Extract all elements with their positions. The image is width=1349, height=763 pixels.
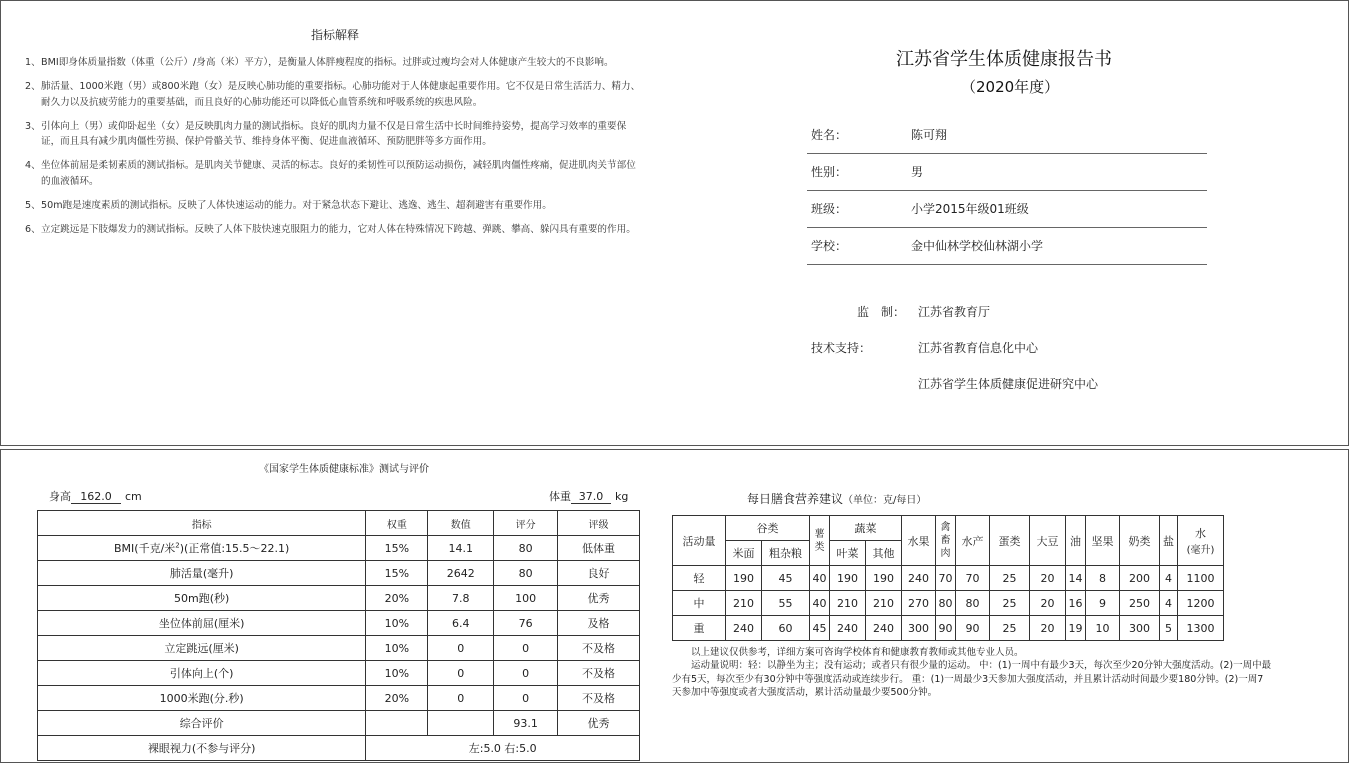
header-veg: 蔬菜 (830, 516, 902, 541)
tech-support-value-1: 江苏省教育信息化中心 (918, 341, 1039, 355)
row-grade: 及格 (558, 611, 640, 636)
row-grade: 不及格 (558, 686, 640, 711)
test-title: 《国家学生体质健康标准》测试与评价 (259, 464, 429, 475)
activity-level: 轻 (673, 566, 726, 591)
table-row (673, 566, 1224, 591)
list-item-number: 2、 (25, 81, 41, 92)
header-other: 其他 (866, 541, 902, 566)
header-nut: 坚果 (1086, 516, 1120, 566)
row-grade: 良好 (558, 561, 640, 586)
row-grade: 优秀 (558, 586, 640, 611)
row-grade: 低体重 (558, 536, 640, 561)
report-title: 江苏省学生体质健康报告书 (896, 49, 1112, 70)
table-header-row (38, 511, 640, 536)
class-value: 小学2015年级01班级 (911, 202, 1029, 216)
row-weight: 10% (366, 636, 428, 661)
total-label: 综合评价 (38, 711, 366, 736)
weight-value: 37.0 (571, 490, 611, 504)
diet-note-1: 以上建议仅供参考，详细方案可咨询学校体育和健康教育教师或其他专业人员。 (691, 647, 1024, 658)
table-cell: 25 (990, 616, 1030, 641)
table-cell: 1300 (1178, 616, 1224, 641)
row-weight: 20% (366, 686, 428, 711)
table-row (38, 636, 640, 661)
list-item (25, 79, 641, 110)
table-row (673, 616, 1224, 641)
table-cell: 210 (866, 591, 902, 616)
table-row (38, 536, 640, 561)
row-grade: 不及格 (558, 636, 640, 661)
weight-label: 体重 (549, 490, 571, 503)
row-score: 80 (494, 561, 558, 586)
table-cell: 240 (830, 616, 866, 641)
diet-note-2: 运动量说明：轻：以静坐为主；没有运动；或者只有很少量的运动。 中：(1)一周中有最少3天，每次至少20分钟大强度活动。(2)一周中最少有5天，每次至少有30分钟中等强度活动或连续步行。 重：(1)一周最少3天参加大强度活动，并且累计活动时间最少要180分钟。(2)一周7天参加中等强度或者大强度活动，累计活动量最少要500分钟。 (672, 660, 1272, 698)
supervise-value: 江苏省教育厅 (918, 305, 991, 319)
header-coarse: 粗杂粮 (762, 541, 810, 566)
activity-level: 中 (673, 591, 726, 616)
row-value: 2642 (428, 561, 494, 586)
diet-header-row (673, 516, 1224, 541)
header-grain: 谷类 (726, 516, 810, 541)
list-item-number: 5、 (25, 199, 41, 211)
table-cell: 4 (1160, 591, 1178, 616)
table-cell: 90 (936, 616, 956, 641)
list-item (25, 55, 641, 71)
explanation-list (25, 55, 641, 246)
school-label: 学校： (811, 239, 848, 253)
row-weight: 20% (366, 586, 428, 611)
list-item-text: 坐位体前屈是柔韧素质的测试指标。是肌肉关节健康、灵活的标志。良好的柔韧性可以预防运动损伤，减轻肌肉僵性疼痛，促进肌肉关节部位的血液循环。 (41, 160, 636, 187)
row-weight: 15% (366, 561, 428, 586)
test-and-diet-panel (0, 449, 1349, 763)
table-cell: 270 (902, 591, 936, 616)
table-row (38, 586, 640, 611)
table-cell: 45 (810, 616, 830, 641)
diet-unit: （单位：克/每日） (843, 495, 927, 506)
table-row (38, 686, 640, 711)
table-cell: 25 (990, 591, 1030, 616)
table-cell: 200 (1120, 566, 1160, 591)
gender-label: 性别： (811, 165, 848, 179)
vision-row (38, 736, 640, 761)
row-value: 6.4 (428, 611, 494, 636)
list-item-number: 3、 (25, 120, 41, 132)
table-cell: 20 (1030, 591, 1066, 616)
total-score: 93.1 (494, 711, 558, 736)
info-row-gender (807, 153, 1207, 191)
row-score: 100 (494, 586, 558, 611)
header-aquatic: 水产 (956, 516, 990, 566)
table-cell: 20 (1030, 616, 1066, 641)
row-score: 0 (494, 661, 558, 686)
weight-unit: kg (615, 490, 629, 503)
diet-table (672, 515, 1224, 641)
table-cell: 210 (726, 591, 762, 616)
weight-line (549, 488, 628, 504)
row-score: 0 (494, 686, 558, 711)
header-value: 数值 (428, 511, 494, 536)
name-label: 姓名： (811, 128, 848, 142)
vision-value: 左:5.0 右:5.0 (366, 736, 640, 761)
header-egg: 蛋类 (990, 516, 1030, 566)
table-cell: 19 (1066, 616, 1086, 641)
row-name: 引体向上(个) (38, 661, 366, 686)
school-value: 金中仙林学校仙林湖小学 (911, 239, 1044, 253)
table-cell: 250 (1120, 591, 1160, 616)
table-cell: 40 (810, 566, 830, 591)
table-cell: 10 (1086, 616, 1120, 641)
list-item-number: 6、 (25, 223, 41, 235)
list-item (25, 119, 641, 150)
list-item-number: 1、 (25, 57, 41, 68)
table-cell: 9 (1086, 591, 1120, 616)
info-row-name (807, 116, 1207, 154)
info-row-school (807, 227, 1207, 265)
explanation-title: 指标解释 (311, 28, 360, 42)
table-cell: 240 (866, 616, 902, 641)
row-score: 80 (494, 536, 558, 561)
table-cell: 20 (1030, 566, 1066, 591)
height-value: 162.0 (71, 490, 121, 504)
table-cell: 25 (990, 566, 1030, 591)
table-cell: 300 (902, 616, 936, 641)
row-value: 14.1 (428, 536, 494, 561)
row-grade: 不及格 (558, 661, 640, 686)
header-indicator: 指标 (38, 511, 366, 536)
header-rice: 米面 (726, 541, 762, 566)
table-cell: 1200 (1178, 591, 1224, 616)
table-cell: 240 (726, 616, 762, 641)
row-value: 0 (428, 661, 494, 686)
table-cell: 60 (762, 616, 810, 641)
table-row (38, 611, 640, 636)
row-name: 肺活量(毫升) (38, 561, 366, 586)
table-cell: 240 (902, 566, 936, 591)
diet-title: 每日膳食营养建议 (747, 492, 844, 506)
list-item (25, 198, 641, 214)
header-water: 水 (毫升) (1178, 516, 1224, 566)
header-weight: 权重 (366, 511, 428, 536)
row-name: 立定跳远(厘米) (38, 636, 366, 661)
vision-label: 裸眼视力(不参与评分) (38, 736, 366, 761)
list-item-text: 立定跳远是下肢爆发力的测试指标。反映了人体下肢快速克服阻力的能力，它对人体在特殊情况下跨越、弹跳、攀高、躲闪具有重要的作用。 (41, 223, 636, 235)
row-value: 0 (428, 636, 494, 661)
row-weight: 10% (366, 661, 428, 686)
table-cell: 80 (956, 591, 990, 616)
row-weight: 10% (366, 611, 428, 636)
list-item-text: BMI即身体质量指数（体重（公斤）/身高（米）平方），是衡量人体胖瘦程度的指标。过胖或过瘦均会对人体健康产生较大的不良影响。 (41, 57, 614, 68)
total-row (38, 711, 640, 736)
report-year: （2020年度） (961, 78, 1060, 96)
table-row (38, 661, 640, 686)
row-name: BMI(千克/米$^2$)(正常值:15.5～22.1) (38, 536, 366, 561)
total-grade: 优秀 (558, 711, 640, 736)
name-value: 陈可翔 (911, 128, 948, 142)
header-activity: 活动量 (673, 516, 726, 566)
row-name: 50m跑(秒) (38, 586, 366, 611)
table-cell: 1100 (1178, 566, 1224, 591)
row-value: 0 (428, 686, 494, 711)
header-fruit: 水果 (902, 516, 936, 566)
table-cell: 8 (1086, 566, 1120, 591)
class-label: 班级： (811, 202, 848, 216)
diet-body (673, 566, 1224, 641)
table-cell: 190 (726, 566, 762, 591)
list-item-text: 肺活量、1000米跑（男）或800米跑（女）是反映心肺功能的重要指标。心肺功能对于人体健康起重要作用。它不仅是日常生活活力、精力、耐久力以及抗疲劳能力的重要基础，而且良好的心肺功能还可以降低心血管系统和呼吸系统的疾患风险。 (41, 81, 641, 108)
gender-value: 男 (911, 165, 924, 179)
table-cell: 45 (762, 566, 810, 591)
table-cell: 4 (1160, 566, 1178, 591)
height-unit: cm (125, 490, 142, 503)
list-item-text: 引体向上（男）或仰卧起坐（女）是反映肌肉力量的测试指标。良好的肌肉力量不仅是日常生活中长时间维持姿势，提高学习效率的重要保证，而且具有减少肌肉僵性劳损、保护骨骼关节、维持身体平衡、促进血液循环、预防肥胖等多方面作用。 (41, 120, 627, 147)
height-line (49, 488, 142, 504)
supervise-label: 监 制： (857, 305, 906, 319)
header-score: 评分 (494, 511, 558, 536)
row-score: 76 (494, 611, 558, 636)
diet-title-line (747, 490, 926, 507)
table-cell: 16 (1066, 591, 1086, 616)
table-cell: 190 (866, 566, 902, 591)
table-cell: 210 (830, 591, 866, 616)
row-weight: 15% (366, 536, 428, 561)
activity-level: 重 (673, 616, 726, 641)
header-meat: 禽畜肉 (936, 516, 956, 566)
table-cell: 5 (1160, 616, 1178, 641)
test-table (37, 510, 640, 761)
header-salt: 盐 (1160, 516, 1178, 566)
table-cell: 55 (762, 591, 810, 616)
tech-support-value-2: 江苏省学生体质健康促进研究中心 (918, 377, 1099, 391)
table-cell: 190 (830, 566, 866, 591)
row-name: 1000米跑(分.秒) (38, 686, 366, 711)
row-name: 坐位体前屈(厘米) (38, 611, 366, 636)
table-cell: 300 (1120, 616, 1160, 641)
table-cell: 70 (956, 566, 990, 591)
table-cell: 14 (1066, 566, 1086, 591)
header-oil: 油 (1066, 516, 1086, 566)
height-label: 身高 (49, 490, 71, 503)
header-leaf: 叶菜 (830, 541, 866, 566)
list-item (25, 158, 641, 189)
header-soy: 大豆 (1030, 516, 1066, 566)
tech-support-label: 技术支持： (811, 341, 872, 355)
list-item-number: 4、 (25, 160, 41, 171)
row-value: 7.8 (428, 586, 494, 611)
table-cell: 40 (810, 591, 830, 616)
table-cell: 90 (956, 616, 990, 641)
table-cell: 80 (936, 591, 956, 616)
list-item (25, 222, 641, 238)
list-item-text: 50m跑是速度素质的测试指标。反映了人体快速运动的能力。对于紧急状态下避让、逃逸、逃生、超刹避害有重要作用。 (41, 199, 552, 211)
info-row-class (807, 190, 1207, 228)
table-row (38, 561, 640, 586)
header-potato: 薯类 (810, 516, 830, 566)
table-row (673, 591, 1224, 616)
header-milk: 奶类 (1120, 516, 1160, 566)
row-score: 0 (494, 636, 558, 661)
table-cell: 70 (936, 566, 956, 591)
header-grade: 评级 (558, 511, 640, 536)
